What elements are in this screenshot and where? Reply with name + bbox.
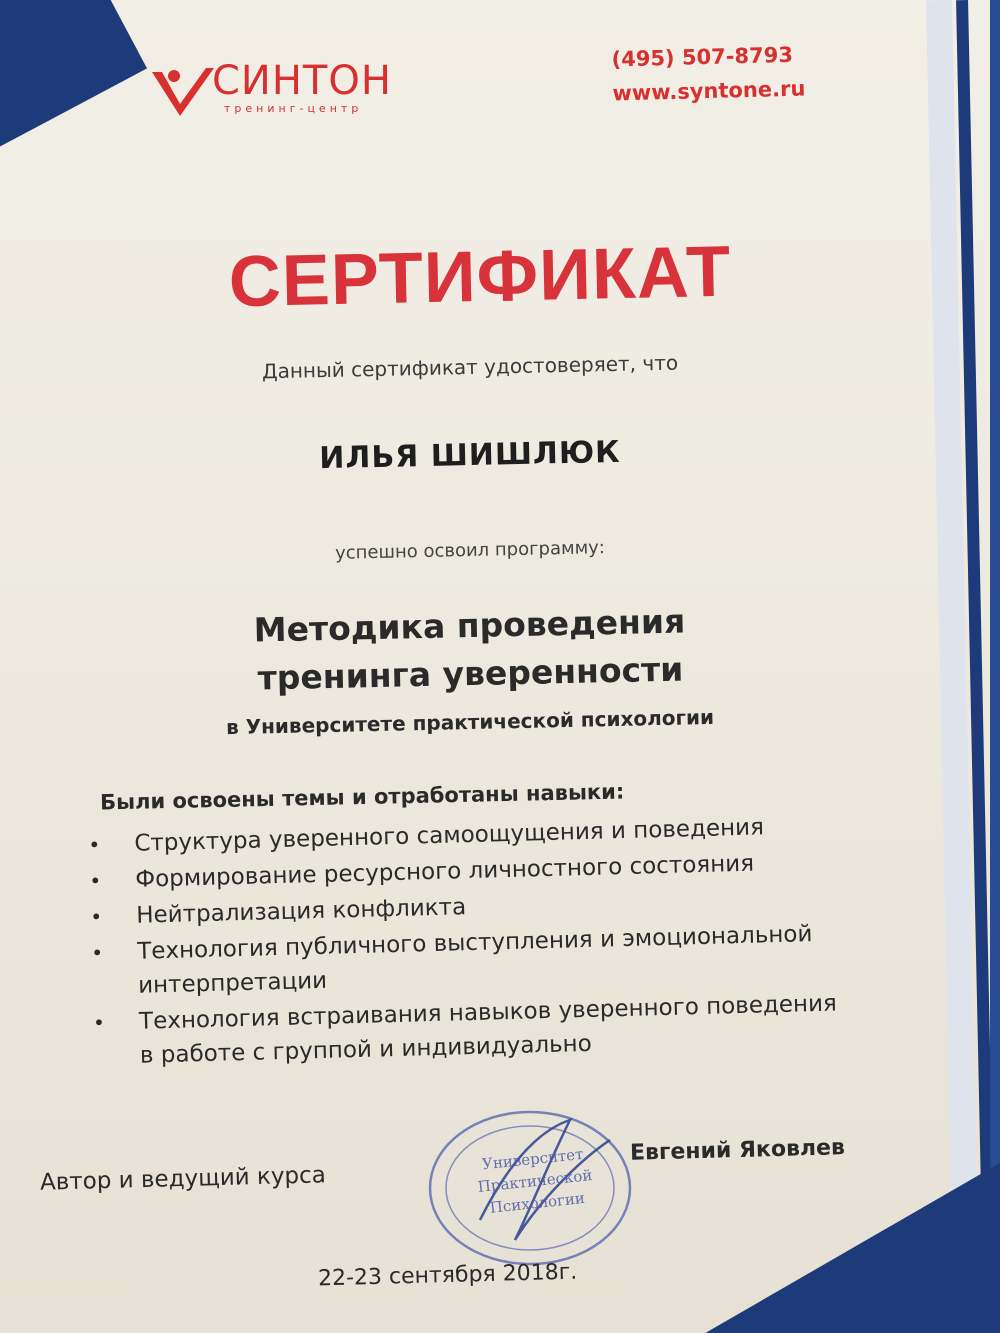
list-item: • Технология публичного выступления и эмоциональной интерпретации [91, 916, 853, 1004]
phone-number: (495) 507-8793 [611, 42, 794, 72]
synton-logo [150, 58, 420, 128]
contacts [611, 37, 806, 110]
passed-text: успешно освоил программу: [334, 537, 606, 564]
bullet-icon: • [90, 940, 104, 965]
logo-subtitle: тренинг-центр [224, 102, 363, 115]
program-title-line-1: Методика проведения [253, 601, 686, 650]
stamp-text: Университет Практической Психологии [476, 1144, 594, 1217]
logo-name: СИНТОН [212, 58, 392, 104]
author-label: Автор и ведущий курса [39, 1162, 327, 1196]
list-item: • Формирование ресурсного личностного состояния [89, 844, 850, 898]
list-item: • Нейтрализация конфликта [90, 880, 851, 934]
program-title [0, 592, 941, 708]
university-text: в Университете практической психологии [225, 704, 715, 740]
recipient-name: ИЛЬЯ ШИШЛЮК [318, 434, 621, 477]
bullet-icon: • [89, 868, 102, 893]
list-item: • Технология встраивания навыков уверенного поведения в работе с группой и индивидуально [93, 986, 855, 1074]
bullet-icon: • [92, 1010, 106, 1035]
certificate-title: СЕРТИФИКАТ [228, 231, 732, 323]
side-stripe-edge [990, 0, 1000, 1333]
university-stamp [420, 1100, 640, 1270]
intro-text: Данный сертификат удостоверяет, что [261, 350, 679, 384]
bullet-icon: • [88, 832, 101, 857]
course-date: 22-23 сентября 2018г. [317, 1259, 578, 1292]
signer-name: Евгений Яковлев [629, 1135, 846, 1166]
list-item: • Структура уверенного самоощущения и поведения [88, 808, 849, 862]
person-v-logo-icon [150, 64, 216, 120]
program-title-line-2: тренинга уверенности [257, 649, 684, 698]
skills-list [88, 808, 854, 1076]
website: www.syntone.ru [612, 76, 806, 106]
bullet-icon: • [90, 904, 103, 929]
skills-heading: Были освоены темы и отработаны навыки: [99, 779, 625, 815]
corner-stripe-top-left [0, 0, 147, 153]
